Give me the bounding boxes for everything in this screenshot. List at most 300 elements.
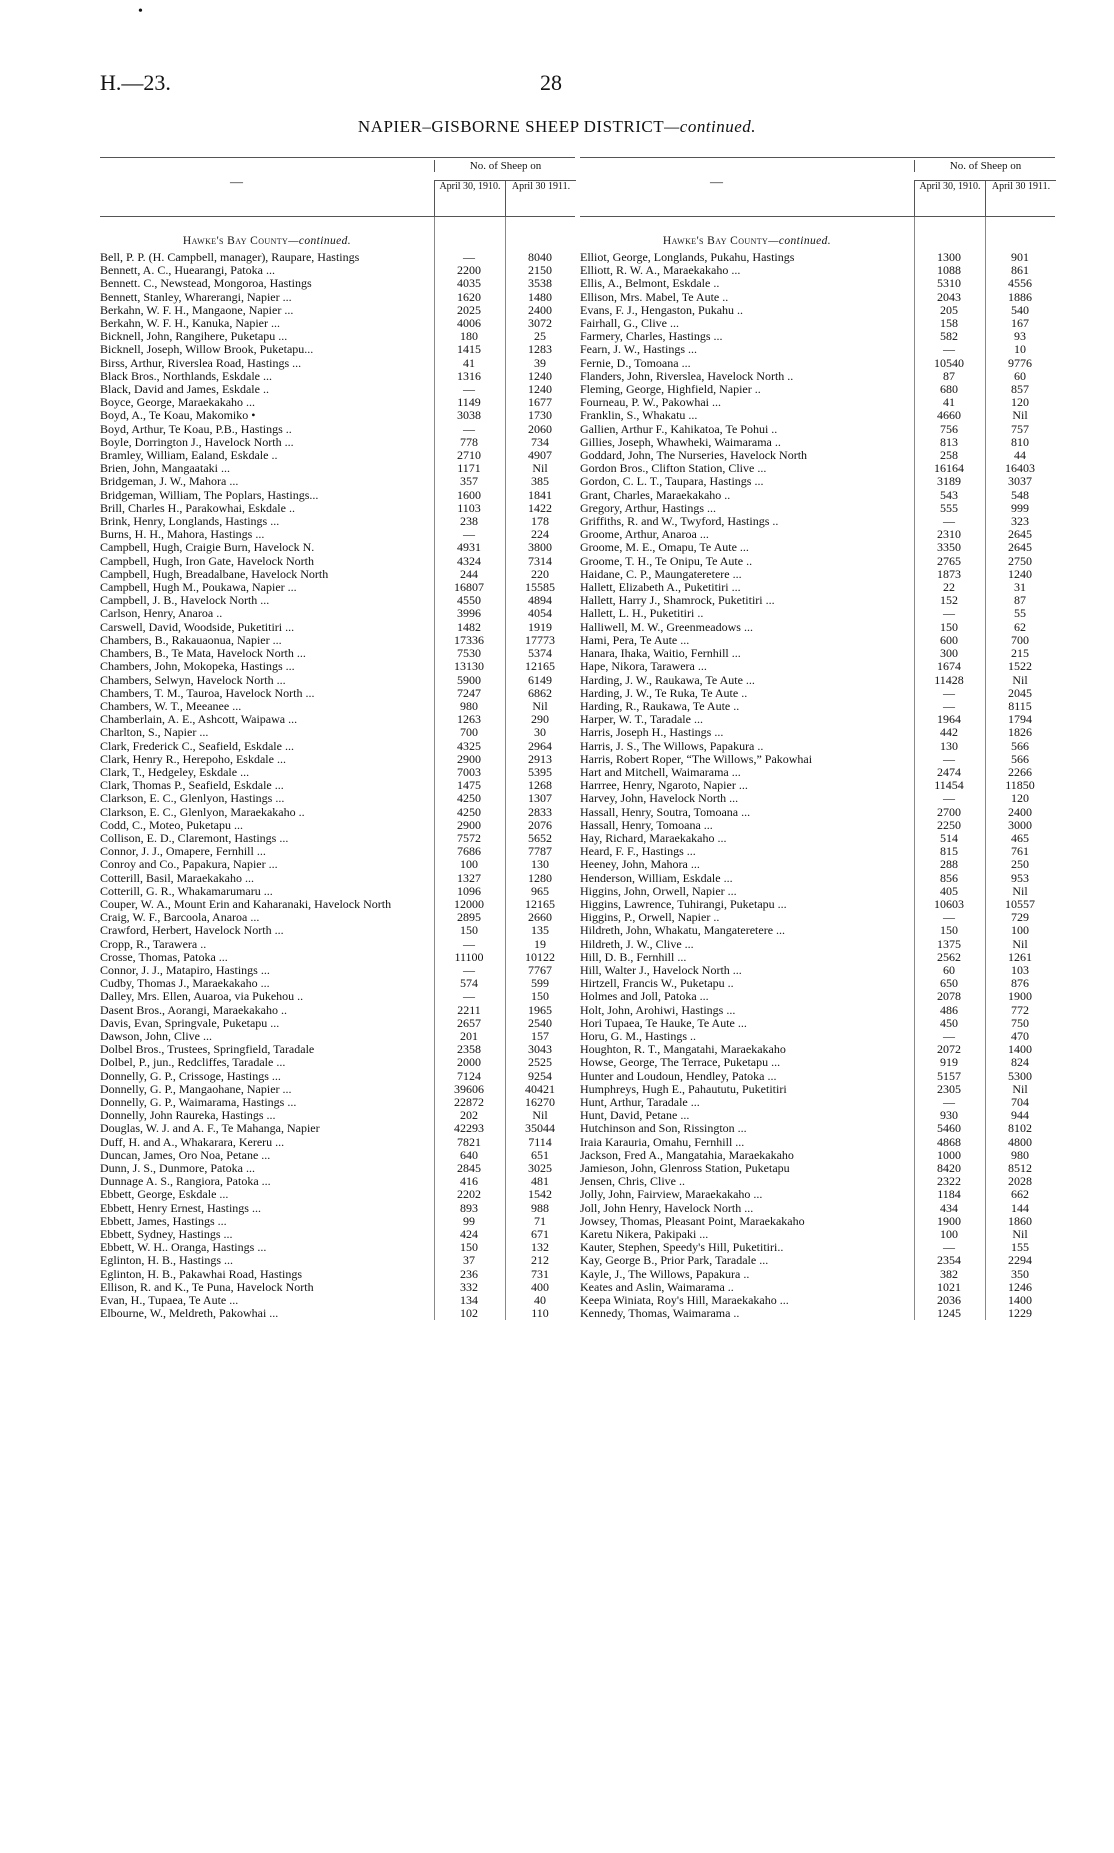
owner-name: Donnelly, John Raureka, Hastings ... (100, 1108, 276, 1123)
sheep-1911: 481 (531, 1174, 549, 1189)
sheep-1910: — (463, 421, 475, 436)
owner-name: Hape, Nikora, Tarawera ... (580, 659, 707, 674)
table-row (100, 806, 575, 819)
owner-name: Hill, D. B., Fernhill ... (580, 949, 687, 964)
table-row (100, 1307, 575, 1320)
sheep-1910: 4006 (457, 316, 481, 331)
page-number: 28 (540, 70, 562, 95)
sheep-1911: 55 (1014, 606, 1026, 621)
sheep-1910: 2354 (937, 1253, 961, 1268)
sheep-1911: 2833 (528, 804, 552, 819)
owner-name: Bicknell, John, Rangihere, Puketapu ... (100, 329, 288, 344)
sheep-1910: — (943, 1028, 955, 1043)
sheep-1911: Nil (1012, 672, 1028, 687)
sheep-1910: — (463, 250, 475, 264)
table-row (100, 277, 575, 290)
sheep-1910: 87 (943, 368, 955, 383)
table-rows (100, 251, 575, 1320)
sheep-1910: 555 (940, 500, 958, 515)
sheep-1911: 901 (1011, 250, 1029, 264)
sheep-1911: 212 (531, 1253, 549, 1268)
sheep-1911: 178 (531, 514, 549, 529)
owner-name: Holt, John, Arohiwi, Hastings ... (580, 1002, 736, 1017)
owner-name: Harvey, John, Havelock North ... (580, 791, 739, 806)
sheep-1911: 290 (531, 712, 549, 727)
sheep-1910: — (463, 527, 475, 542)
sheep-1910: 1300 (937, 250, 961, 264)
sheep-1910: 3189 (937, 474, 961, 489)
sheep-1910: 1171 (457, 461, 481, 476)
sheep-1910: 856 (940, 870, 958, 885)
sheep-1910: — (943, 1240, 955, 1255)
owner-name: Hay, Richard, Maraekakaho ... (580, 830, 727, 845)
sheep-1911: 93 (1014, 329, 1026, 344)
table-row (100, 1254, 575, 1267)
sheep-1911: 2645 (1008, 527, 1032, 542)
sheep-1911: 1400 (1008, 1293, 1032, 1308)
table-row (100, 792, 575, 805)
sheep-1910: 1900 (937, 1213, 961, 1228)
table-header (100, 157, 575, 217)
sheep-1911: 824 (1011, 1055, 1029, 1070)
owner-name: Fairhall, G., Clive ... (580, 316, 679, 331)
table-row (100, 291, 575, 304)
owner-name: Harding, J. W., Te Ruka, Te Aute .. (580, 685, 748, 700)
sheep-1910: 16807 (454, 580, 484, 595)
owner-name: Haidane, C. P., Maungateretere ... (580, 566, 742, 581)
sheep-1911: 548 (1011, 487, 1029, 502)
owner-name: Brink, Henry, Longlands, Hastings ... (100, 514, 280, 529)
sheep-1910: 1375 (937, 936, 961, 951)
owner-name: Chambers, T. M., Tauroa, Havelock North ... (100, 685, 315, 700)
sheep-1911: Nil (532, 698, 548, 713)
col-1911-header: April 30 1911. (985, 180, 1056, 217)
owner-name: Campbell, Hugh, Breadalbane, Havelock North (100, 566, 329, 581)
sheep-1910: 3996 (457, 606, 481, 621)
owner-name: Jensen, Chris, Clive .. (580, 1174, 685, 1189)
sheep-1911: 953 (1011, 870, 1029, 885)
sheep-1910: 202 (460, 1108, 478, 1123)
table-row (580, 475, 1055, 488)
owner-name: Conroy and Co., Papakura, Napier ... (100, 857, 278, 872)
sheep-1911: 810 (1011, 434, 1029, 449)
owner-name: Ellison, R. and K., Te Puna, Havelock North (100, 1279, 314, 1294)
owner-name: Hallett, L. H., Puketitiri .. (580, 606, 704, 621)
sheep-1910: — (943, 514, 955, 529)
sheep-1910: 100 (460, 857, 478, 872)
owner-name: Heeney, John, Mahora ... (580, 857, 700, 872)
sheep-1911: 9776 (1008, 355, 1032, 370)
document-code: H.—23. (100, 70, 171, 95)
sheep-1910: 1096 (457, 883, 481, 898)
owner-name: Campbell, Hugh, Craigie Burn, Havelock N. (100, 540, 315, 555)
table-row (580, 819, 1055, 832)
sheep-1911: 1229 (1008, 1306, 1032, 1321)
sheep-1910: 99 (463, 1213, 475, 1228)
owner-name: Chambers, W. T., Meeanee ... (100, 698, 242, 713)
sheep-1911: 1246 (1008, 1279, 1032, 1294)
sheep-1911: 704 (1011, 1095, 1029, 1109)
sheep-1910: 2036 (937, 1293, 961, 1308)
sheep-1910: 450 (940, 1015, 958, 1030)
right-column-table (580, 157, 1055, 1320)
owner-name: Dunnage A. S., Rangiora, Patoka ... (100, 1174, 271, 1189)
sheep-1911: 944 (1011, 1108, 1029, 1123)
table-row (100, 674, 575, 687)
sheep-1911: 5300 (1008, 1068, 1032, 1083)
table-row (580, 951, 1055, 964)
table-row (580, 343, 1055, 356)
sheep-1910: 102 (460, 1306, 478, 1321)
sheep-1910: 1873 (937, 566, 961, 581)
sheep-1911: 130 (531, 857, 549, 872)
sheep-1911: 729 (1011, 910, 1029, 925)
sheep-1910: — (943, 685, 955, 700)
owner-name: Dolbel Bros., Trustees, Springfield, Taradale (100, 1042, 315, 1057)
sheep-1910: 2895 (457, 910, 481, 925)
table-row (100, 409, 575, 422)
owner-name: Chambers, John, Mokopeka, Hastings ... (100, 659, 295, 674)
sheep-1910: 205 (940, 302, 958, 317)
table-row (580, 607, 1055, 620)
sheep-1911: 400 (531, 1279, 549, 1294)
sheep-1910: 424 (460, 1227, 478, 1242)
sheep-1910: — (463, 962, 475, 977)
sheep-1910: 815 (940, 844, 958, 859)
sheep-1910: 4325 (457, 738, 481, 753)
table-row (580, 740, 1055, 753)
sheep-1910: 2900 (457, 817, 481, 832)
owner-name: Fernie, D., Tomoana ... (580, 355, 691, 370)
section-heading (580, 217, 914, 251)
sheep-1911: 2645 (1008, 540, 1032, 555)
sheep-1911: 5395 (528, 764, 552, 779)
sheep-1910: — (463, 936, 475, 951)
sheep-1910: 1021 (937, 1279, 961, 1294)
owner-name: Donnelly, G. P., Mangaohane, Napier ... (100, 1081, 292, 1096)
sheep-1910: 4250 (457, 804, 481, 819)
sheep-1910: 1184 (937, 1187, 961, 1202)
sheep-1911: 1965 (528, 1002, 552, 1017)
owner-name: Cropp, R., Tarawera .. (100, 936, 207, 951)
sheep-1911: 1900 (1008, 989, 1032, 1004)
sheep-1910: 980 (460, 698, 478, 713)
sheep-1910: 7530 (457, 646, 481, 661)
sheep-1910: 640 (460, 1147, 478, 1162)
sheep-1911: 220 (531, 566, 549, 581)
owner-name: Jamieson, John, Glenross Station, Puketapu (580, 1161, 790, 1176)
table-row (580, 1268, 1055, 1281)
table-row (100, 885, 575, 898)
sheep-1911: 103 (1011, 962, 1029, 977)
table-row (100, 357, 575, 370)
sheep-1910: 236 (460, 1266, 478, 1281)
owner-name: Kauter, Stephen, Speedy's Hill, Puketitiri.. (580, 1240, 784, 1255)
owner-name: Henderson, William, Eskdale ... (580, 870, 733, 885)
owner-name: Hunter and Loudoun, Hendley, Patoka ... (580, 1068, 777, 1083)
sheep-1911: 132 (531, 1240, 549, 1255)
sheep-1910: 1000 (937, 1147, 961, 1162)
owner-name: Farmery, Charles, Hastings ... (580, 329, 723, 344)
table-row (100, 1122, 575, 1135)
sheep-1911: 44 (1014, 448, 1026, 463)
page-mark: • (138, 4, 143, 19)
sheep-1910: 4660 (937, 408, 961, 423)
owner-name: Ebbett, W. H.. Oranga, Hastings ... (100, 1240, 267, 1255)
owner-name: Gordon, C. L. T., Taupara, Hastings ... (580, 474, 764, 489)
owner-name: Houghton, R. T., Mangatahi, Maraekakaho (580, 1042, 786, 1057)
sheep-1911: 1268 (528, 778, 552, 793)
sheep-1911: 772 (1011, 1002, 1029, 1017)
sheep-1911: 31 (1014, 580, 1026, 595)
owner-name: Boyd, Arthur, Te Koau, P.B., Hastings .. (100, 421, 292, 436)
sheep-1910: 1327 (457, 870, 481, 885)
table-row (100, 489, 575, 502)
table-row (580, 489, 1055, 502)
col-1910-header: April 30, 1910. (434, 180, 505, 217)
owner-name: Hildreth, John, Whakatu, Mangateretere ... (580, 923, 786, 938)
sheep-1911: 980 (1011, 1147, 1029, 1162)
col-1911-header: April 30 1911. (505, 180, 576, 217)
owner-name: Chamberlain, A. E., Ashcott, Waipawa ... (100, 712, 298, 727)
sheep-1911: 3025 (528, 1161, 552, 1176)
sheep-1911: 4800 (1008, 1134, 1032, 1149)
sheep-1911: 2660 (528, 910, 552, 925)
sheep-1910: — (943, 751, 955, 766)
owner-name: Dasent Bros., Aorangi, Maraekakaho .. (100, 1002, 287, 1017)
sheep-1910: 1316 (457, 368, 481, 383)
sheep-1911: 999 (1011, 500, 1029, 515)
owner-name: Campbell, Hugh, Iron Gate, Havelock North (100, 553, 314, 568)
sheep-1911: 2266 (1008, 764, 1032, 779)
table-row (100, 687, 575, 700)
table-row (580, 541, 1055, 554)
owner-name: Boyle, Dorrington J., Havelock North ... (100, 434, 294, 449)
sheep-1911: 2525 (528, 1055, 552, 1070)
sheep-1910: 22872 (454, 1095, 484, 1109)
sheep-1911: Nil (532, 461, 548, 476)
owner-name: Clarkson, E. C., Glenlyon, Maraekakaho .. (100, 804, 305, 819)
sheep-1910: 1964 (937, 712, 961, 727)
table-row (580, 1202, 1055, 1215)
owner-name: Franklin, S., Whakatu ... (580, 408, 698, 423)
owner-name: Howse, George, The Terrace, Puketapu ... (580, 1055, 781, 1070)
owner-name: Bennett. C., Newstead, Mongoroa, Hastings (100, 276, 312, 291)
sheep-1910: 442 (940, 725, 958, 740)
sheep-1911: 167 (1011, 316, 1029, 331)
owner-name: Horu, G. M., Hastings .. (580, 1028, 696, 1043)
sheep-1910: 11454 (934, 778, 964, 793)
sheep-1911: 7114 (528, 1134, 552, 1149)
owner-name: Hori Tupaea, Te Hauke, Te Aute ... (580, 1015, 747, 1030)
sheep-1910: 201 (460, 1028, 478, 1043)
sheep-1910: — (943, 342, 955, 357)
sheep-1910: 7572 (457, 830, 481, 845)
sheep-1911: 750 (1011, 1015, 1029, 1030)
sheep-1911: 1677 (528, 395, 552, 410)
owner-name: Halliwell, M. W., Greenmeadows ... (580, 619, 753, 634)
sheep-1911: 16270 (525, 1095, 555, 1109)
owner-name: Crosse, Thomas, Patoka ... (100, 949, 228, 964)
sheep-1910: 1245 (937, 1306, 961, 1321)
owner-name: Donnelly, G. P., Crissoge, Hastings ... (100, 1068, 281, 1083)
table-row (100, 621, 575, 634)
sheep-1911: 62 (1014, 619, 1026, 634)
owner-name: Evan, H., Tupaea, Te Aute ... (100, 1293, 239, 1308)
sheep-1910: 2900 (457, 751, 481, 766)
sheep-1911: 1886 (1008, 289, 1032, 304)
sheep-1911: 1400 (1008, 1042, 1032, 1057)
sheep-1910: 1103 (457, 500, 481, 515)
owner-name: Jackson, Fred A., Mangatahia, Maraekakaho (580, 1147, 794, 1162)
owner-name: Burns, H. H., Mahora, Hastings ... (100, 527, 265, 542)
sheep-1911: 1794 (1008, 712, 1032, 727)
sheep-1910: 1149 (457, 395, 481, 410)
sheep-1911: 10 (1014, 342, 1026, 357)
sheep-1910: 1263 (457, 712, 481, 727)
owner-name: Kayle, J., The Willows, Papakura .. (580, 1266, 750, 1281)
sheep-1910: 10603 (934, 896, 964, 911)
sheep-1910: 3038 (457, 408, 481, 423)
sheep-1910: 152 (940, 593, 958, 608)
sheep-1910: 3350 (937, 540, 961, 555)
sheep-1910: 7247 (457, 685, 481, 700)
sheep-1911: 1261 (1008, 949, 1032, 964)
owner-name: Duff, H. and A., Whakarara, Kereru ... (100, 1134, 285, 1149)
table-row (580, 277, 1055, 290)
sheep-1911: 7787 (528, 844, 552, 859)
sheep-1910: 258 (940, 448, 958, 463)
sheep-1911: 2913 (528, 751, 552, 766)
sheep-1911: 651 (531, 1147, 549, 1162)
sheep-1910: 4035 (457, 276, 481, 291)
sheep-1911: 15585 (525, 580, 555, 595)
sheep-1911: 39 (534, 355, 546, 370)
owner-name: Boyd, A., Te Koau, Makomiko • (100, 408, 256, 423)
sheep-1910: 1415 (457, 342, 481, 357)
sheep-1910: 7686 (457, 844, 481, 859)
sheep-1910: 100 (940, 1227, 958, 1242)
sheep-1911: 2540 (528, 1015, 552, 1030)
sheep-1910: 4250 (457, 791, 481, 806)
owner-name: Brill, Charles H., Parakowhai, Eskdale .. (100, 500, 295, 515)
sheep-1910: 134 (460, 1293, 478, 1308)
owner-name: Keepa Winiata, Roy's Hill, Maraekakaho ... (580, 1293, 789, 1308)
sheep-1911: 17773 (525, 632, 555, 647)
sheep-1911: 1240 (1008, 566, 1032, 581)
table-row (580, 674, 1055, 687)
sheep-1910: 332 (460, 1279, 478, 1294)
sheep-1911: 1730 (528, 408, 552, 423)
owner-name: Carswell, David, Woodside, Puketitiri ... (100, 619, 295, 634)
owner-name: Bicknell, Joseph, Willow Brook, Puketapu... (100, 342, 314, 357)
owner-name: Boyce, George, Maraekakaho ... (100, 395, 256, 410)
owner-name: Ebbett, Henry Ernest, Hastings ... (100, 1200, 261, 1215)
table-row (580, 1017, 1055, 1030)
table-row (580, 291, 1055, 304)
sheep-1911: 8512 (1008, 1161, 1032, 1176)
owner-name: Harper, W. T., Taradale ... (580, 712, 703, 727)
sheep-1910: 2211 (457, 1002, 481, 1017)
owner-name: Keates and Aslin, Waimarama .. (580, 1279, 734, 1294)
table-row (100, 1004, 575, 1017)
owner-name: Kennedy, Thomas, Waimarama .. (580, 1306, 740, 1321)
owner-name: Couper, W. A., Mount Erin and Kaharanaki, Havelock North (100, 896, 392, 911)
table-row (100, 819, 575, 832)
table-row (100, 607, 575, 620)
sheep-1910: 1475 (457, 778, 481, 793)
sheep-1911: 2400 (1008, 804, 1032, 819)
sheep-1910: 1088 (937, 263, 961, 278)
sheep-count-header: No. of Sheep on (914, 160, 1056, 172)
sheep-1911: 71 (534, 1213, 546, 1228)
owner-name: Harrree, Henry, Ngaroto, Napier ... (580, 778, 748, 793)
sheep-1911: 566 (1011, 738, 1029, 753)
owner-name: Higgins, P., Orwell, Napier .. (580, 910, 720, 925)
owner-name: Charlton, S., Napier ... (100, 725, 209, 740)
sheep-1911: 4907 (528, 448, 552, 463)
sheep-1911: 734 (531, 434, 549, 449)
sheep-1911: 224 (531, 527, 549, 542)
sheep-1910: 150 (940, 619, 958, 634)
sheep-1910: 5310 (937, 276, 961, 291)
sheep-1911: 3043 (528, 1042, 552, 1057)
sheep-1910: 574 (460, 976, 478, 991)
sheep-1911: 7314 (528, 553, 552, 568)
owner-name: Douglas, W. J. and A. F., Te Mahanga, Napier (100, 1121, 320, 1136)
table-row (100, 938, 575, 951)
table-row (580, 858, 1055, 871)
sheep-1910: 2700 (937, 804, 961, 819)
owner-name: Grant, Charles, Maraekakaho .. (580, 487, 731, 502)
owner-name: Hanara, Ihaka, Waitio, Fernhill ... (580, 646, 741, 661)
sheep-1911: 12165 (525, 659, 555, 674)
table-row (100, 872, 575, 885)
sheep-1911: 2750 (1008, 553, 1032, 568)
table-row (580, 357, 1055, 370)
owner-name: Black Bros., Northlands, Eskdale ... (100, 368, 272, 383)
table-row (580, 806, 1055, 819)
sheep-1910: 2200 (457, 263, 481, 278)
owner-name: Codd, C., Moteo, Puketapu ... (100, 817, 243, 832)
sheep-1910: 288 (940, 857, 958, 872)
owner-name: Dawson, John, Clive ... (100, 1028, 212, 1043)
sheep-1911: 5374 (528, 646, 552, 661)
sheep-1911: 1307 (528, 791, 552, 806)
sheep-1910: 16164 (934, 461, 964, 476)
table-row (580, 872, 1055, 885)
sheep-1911: 7767 (528, 962, 552, 977)
sheep-1911: 16403 (1005, 461, 1035, 476)
table-row (580, 621, 1055, 634)
sheep-1911: 1860 (1008, 1213, 1032, 1228)
owner-name: Higgins, Lawrence, Tuhirangi, Puketapu ... (580, 896, 787, 911)
owner-name: Gillies, Joseph, Whawheki, Waimarama .. (580, 434, 781, 449)
owner-name: Gregory, Arthur, Hastings ... (580, 500, 717, 515)
owner-name: Fearn, J. W., Hastings ... (580, 342, 697, 357)
sheep-1911: 700 (1011, 632, 1029, 647)
sheep-1910: 2474 (937, 764, 961, 779)
sheep-1910: 486 (940, 1002, 958, 1017)
owner-name: Holmes and Joll, Patoka ... (580, 989, 709, 1004)
table-row (100, 1017, 575, 1030)
owner-name: Kay, George B., Prior Park, Taradale ... (580, 1253, 769, 1268)
section-name: Hawke's Bay County (182, 235, 289, 247)
sheep-1911: 3000 (1008, 817, 1032, 832)
table-row (100, 660, 575, 673)
owner-name: Humphreys, Hugh E., Pahaututu, Puketitiri (580, 1081, 787, 1096)
table-row (100, 858, 575, 871)
